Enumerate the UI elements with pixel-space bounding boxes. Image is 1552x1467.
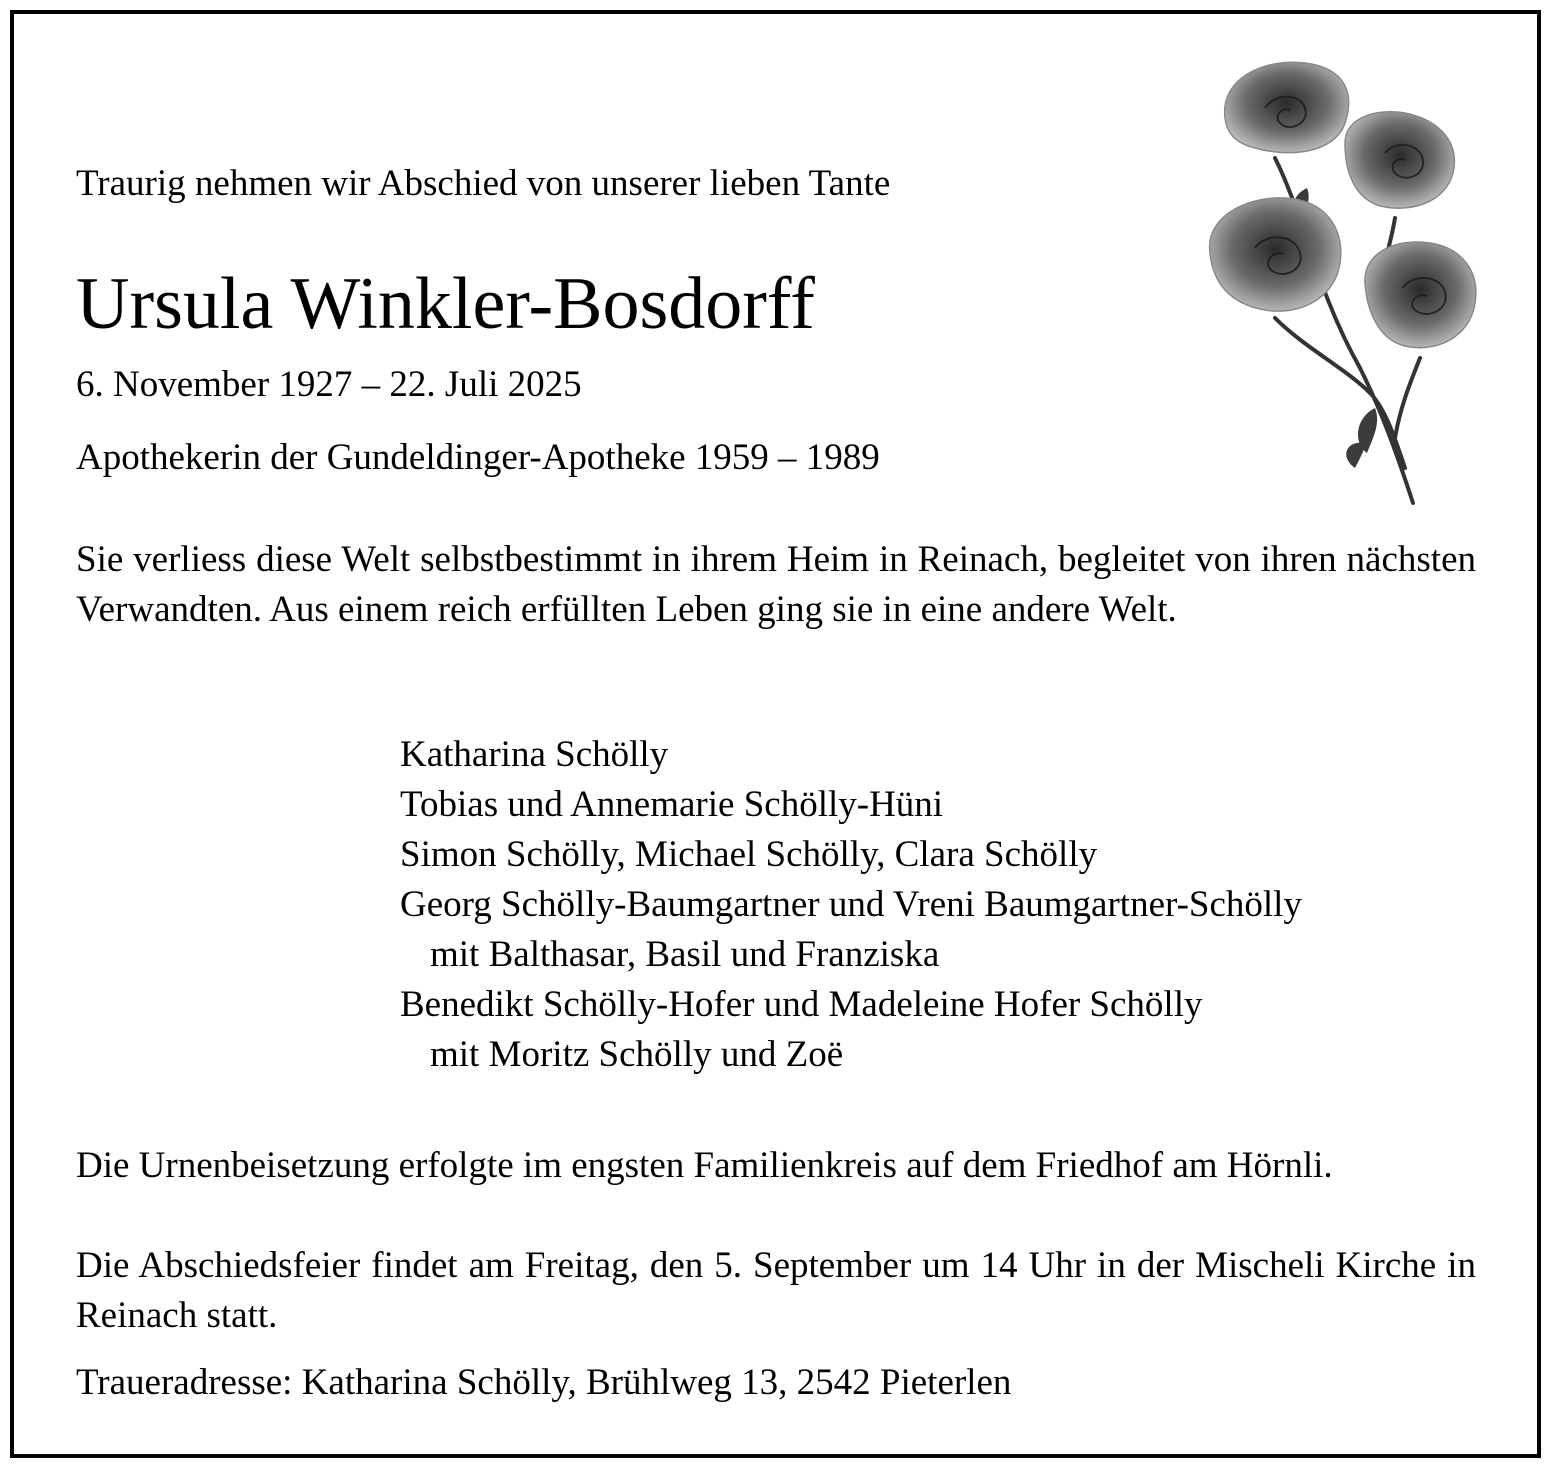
mourner-line: Katharina Schölly xyxy=(400,734,669,775)
mourner-children-line: mit Balthasar, Basil und Franziska xyxy=(430,934,940,975)
mourner-line: Benedikt Schölly-Hofer und Madeleine Hofer Schölly xyxy=(400,984,1203,1025)
mourner-line: Simon Schölly, Michael Schölly, Clara Schölly xyxy=(400,834,1098,875)
deceased-name: Ursula Winkler-Bosdorff xyxy=(76,263,815,345)
mourner-line: Tobias und Annemarie Schölly-Hüni xyxy=(400,784,944,825)
paragraph-burial: Die Urnenbeisetzung erfolgte im engsten Familienkreis auf dem Friedhof am Hörnli. xyxy=(76,1145,1333,1186)
mourner-line: Georg Schölly-Baumgartner und Vreni Baumgartner-Schölly xyxy=(400,884,1302,925)
paragraph-farewell: Sie verliess diese Welt selbstbestimmt in ihrem Heim in Reinach, begleitet von ihren nächsten Verwandten. Aus einem reich erfüllten Leben ging sie in eine andere Welt. xyxy=(76,539,1476,630)
paragraph-ceremony: Die Abschiedsfeier findet am Freitag, den 5. September um 14 Uhr in der Mischeli Kirche in Reinach statt. xyxy=(76,1245,1476,1336)
life-dates: 6. November 1927 – 22. Juli 2025 xyxy=(76,364,582,405)
intro-text: Traurig nehmen wir Abschied von unserer lieben Tante xyxy=(76,163,891,204)
roses-icon xyxy=(1195,48,1485,508)
mourners-list xyxy=(400,730,1302,1080)
profession-line: Apothekerin der Gundeldinger-Apotheke 1959 – 1989 xyxy=(76,437,880,478)
mourner-children-line: mit Moritz Schölly und Zoë xyxy=(430,1034,844,1075)
mourning-address: Traueradresse: Katharina Schölly, Brühlweg 13, 2542 Pieterlen xyxy=(76,1362,1012,1403)
